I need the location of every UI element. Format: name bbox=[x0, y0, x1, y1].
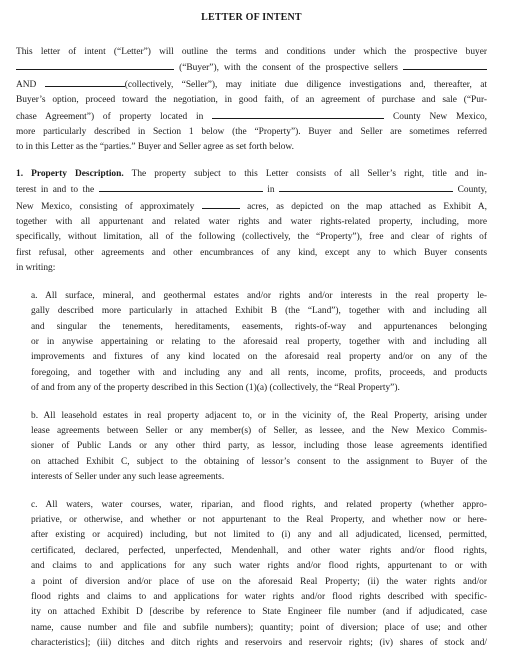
para-c-line: flood rights and claims to and applications for water rights and/or flood rights described with specific- bbox=[31, 592, 487, 602]
section-line: 1. Property Description. The property subject to this Letter consists of all Seller’s right, title and in- bbox=[16, 168, 487, 179]
seller-name-blank[interactable] bbox=[403, 60, 487, 70]
buyer-name-blank[interactable] bbox=[16, 60, 174, 70]
para-b-line: b. All leasehold estates in real property adjacent to, or in the vicinity of, the Real Property, arising under bbox=[31, 410, 487, 421]
para-b-line: interests of Seller under any such lease agreements. bbox=[31, 472, 225, 483]
subparagraph-a bbox=[16, 289, 487, 397]
para-a-line: or in anywise appertaining or relating to the aforesaid real property, together with and including all bbox=[31, 336, 487, 347]
acres-blank[interactable] bbox=[202, 199, 240, 209]
intro-line: (“Buyer”), with the consent of the prospective sellers bbox=[16, 60, 487, 76]
property-location-blank[interactable] bbox=[212, 109, 384, 119]
section-line: in writing: bbox=[16, 263, 56, 274]
para-c-line: priative, or otherwise, and whether or not appurtenant to the Real Property, and whether now or here- bbox=[31, 514, 487, 525]
para-c-line: characteristics]; (iii) ditches and ditch rights and reservoirs and reservoir rights; (iv) shares of stock and/ bbox=[31, 638, 487, 649]
section-line: New Mexico, consisting of approximately acres, as depicted on the map attached as Exhibit A, bbox=[16, 199, 487, 215]
para-c-line: and claims to and applications for any such water rights and/or flood rights, appurtenant to or with bbox=[31, 561, 487, 572]
intro-line: This letter of intent (“Letter”) will outline the terms and conditions under which the prospective buyer bbox=[16, 47, 487, 57]
para-b-line: lease agreements between Seller or any member(s) of Seller, as lessee, and the New Mexico Commis- bbox=[31, 425, 487, 436]
para-b-line: sioner of Public Lands or any other third party, as lessor, including those lease agreements identified bbox=[31, 441, 487, 452]
seller-name-blank-2[interactable] bbox=[45, 77, 125, 87]
document-title: LETTER OF INTENT bbox=[201, 12, 302, 23]
para-a-line: gally described more particularly in attached Exhibit B (the “Land”), together with and including all bbox=[31, 306, 487, 317]
section-line: together with all appurtenant and related water rights and water rights-related property, including, more bbox=[16, 217, 487, 228]
para-c-line: certificated, declared, perfected, unperfected, Mendenhall, and other water rights and/or flood rights, bbox=[31, 545, 487, 556]
para-a-line: and singular the tenements, hereditaments, easements, rights-of-way and appurtenances belonging bbox=[31, 321, 487, 332]
intro-line: chase Agreement”) of property located in County New Mexico, bbox=[16, 109, 487, 125]
section-line: first refusal, other agreements and other encumbrances of any kind, except any to which Buyer consents bbox=[16, 247, 487, 258]
para-a-line: improvements and fixtures of any kind located on the aforesaid real property and/or on any of the bbox=[31, 352, 487, 363]
section-line: specifically, without limitation, all of the following (collectively, the “Property”), free and clear of rights of bbox=[16, 232, 487, 243]
para-a-line: of and from any of the property described in this Section (1)(a) (collectively, the “Real Property”). bbox=[31, 383, 400, 394]
intro-line: more particularly described in Section 1 below (the “Property”). Buyer and Seller are sometimes referred bbox=[16, 127, 487, 138]
intro-line: to in this Letter as the “parties.” Buyer and Seller agree as set forth below. bbox=[16, 142, 294, 153]
para-c-line: after existing or acquired) including, but not limited to (i) any and all adjudicated, licensed, permitted, bbox=[31, 530, 487, 541]
section-1-paragraph bbox=[16, 167, 487, 277]
intro-line: Buyer’s option, proceed toward the negotiation, in good faith, of an agreement of purchase and sale (“Pur- bbox=[16, 95, 487, 106]
subparagraph-b bbox=[16, 409, 487, 486]
section-1-heading: 1. Property Description. bbox=[16, 168, 124, 179]
intro-paragraph bbox=[16, 45, 487, 156]
para-a-line: foregoing, and together with and including any and all rents, income, profits, proceeds, and products bbox=[31, 367, 487, 378]
property-name-blank[interactable] bbox=[99, 182, 263, 192]
para-b-line: on attached Exhibit C, subject to the obtaining of lessor’s consent to the assignment to Buyer of the bbox=[31, 456, 487, 467]
section-line: terest in and to the in County, bbox=[16, 182, 487, 198]
para-c-line: c. All waters, water courses, water, riparian, and flood rights, and related property (whether appro- bbox=[31, 499, 487, 510]
para-c-line: a point of diversion and/or place of use on the aforesaid Real Property; (ii) the water rights and/or bbox=[31, 576, 487, 587]
para-a-line: a. All surface, mineral, and geothermal estates and/or rights and/or interests in the real property le- bbox=[31, 290, 487, 301]
para-c-line: ity on attached Exhibit D [describe by reference to State Engineer file number (and if adjudicated, case bbox=[31, 607, 487, 618]
subparagraph-c bbox=[16, 498, 487, 652]
para-c-line: name, cause number and file and subfile numbers); quantity; point of diversion; place of use; and other bbox=[31, 622, 487, 633]
county-blank[interactable] bbox=[279, 182, 453, 192]
intro-line: AND (collectively, “Seller”), may initiate due diligence investigations and, thereafter, at bbox=[16, 77, 487, 93]
